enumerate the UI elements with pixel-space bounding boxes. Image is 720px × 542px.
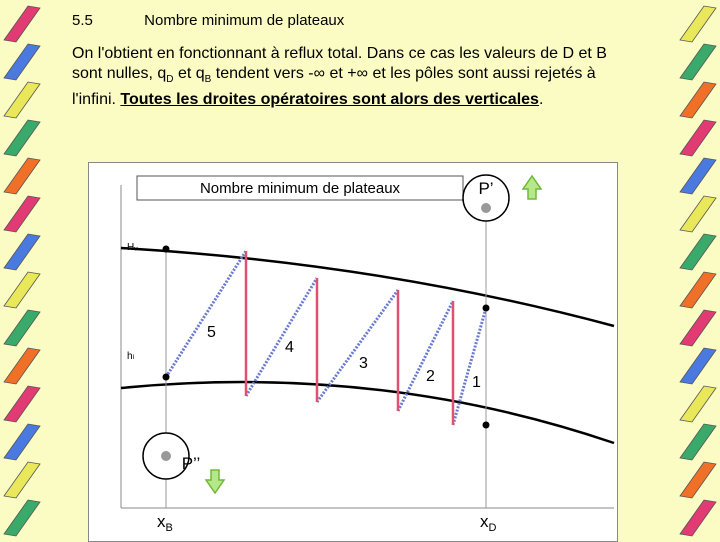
liquid-enthalpy-curve	[121, 382, 614, 443]
pole-top-label: P’	[478, 179, 494, 198]
section-title: Nombre minimum de plateaux	[144, 12, 345, 29]
operating-lines	[246, 251, 453, 425]
stage-label-1: 1	[472, 374, 481, 391]
paragraph-line-3: l'infini.	[72, 91, 121, 109]
decorative-stripe	[680, 196, 716, 232]
decorative-stripe	[680, 272, 716, 308]
point-hl-xb	[163, 374, 170, 381]
decorative-stripe	[680, 424, 716, 460]
paragraph-seg-b: et q	[173, 65, 205, 82]
decorative-stripe	[4, 196, 40, 232]
sub-b: B	[204, 74, 212, 86]
decorative-stripe	[680, 44, 716, 80]
infinity-symbol-2: ∞	[356, 65, 368, 82]
arrow-down-icon	[206, 470, 224, 493]
stage-label-4: 4	[285, 339, 294, 356]
tie-line-2	[398, 301, 453, 411]
point-hv-xb	[163, 246, 170, 253]
decorative-stripe	[4, 158, 40, 194]
decorative-stripe	[680, 500, 716, 536]
decorative-stripe	[680, 386, 716, 422]
infinity-symbol-1: ∞	[313, 65, 326, 82]
hv-label: Hᵥ	[127, 242, 138, 253]
stage-label-3: 3	[359, 355, 368, 372]
decorative-stripe	[680, 120, 716, 156]
hl-label: hₗ	[127, 351, 135, 362]
tie-line-5	[166, 251, 246, 377]
decorative-stripe	[4, 44, 40, 80]
tie-line-4	[246, 278, 317, 396]
decorative-stripe	[4, 272, 40, 308]
paragraph-end: .	[538, 91, 544, 109]
decorative-stripe	[680, 82, 716, 118]
x-axis-label-xb: $x_B$	[157, 512, 173, 534]
decorative-stripe	[680, 462, 716, 498]
pole-bottom-label: P’’	[181, 454, 201, 473]
decorative-stripe	[4, 348, 40, 384]
decorative-stripe	[4, 310, 40, 346]
point-hv-xd	[483, 305, 490, 312]
pole-top-point	[481, 203, 491, 213]
decorative-stripe-left	[0, 0, 44, 540]
arrow-up-icon	[523, 176, 541, 199]
point-hl-xd	[483, 422, 490, 429]
decorative-stripe	[680, 6, 716, 42]
decorative-stripe	[4, 500, 40, 536]
decorative-stripe	[4, 82, 40, 118]
paragraph-seg-c: tendent vers -	[211, 65, 314, 82]
decorative-stripe	[680, 310, 716, 346]
paragraph-line-1: On l'obtient en fonctionnant à reflux total. Dans ce cas les valeurs de D et B	[72, 45, 607, 62]
diagram-panel	[88, 162, 618, 542]
diagram-title: Nombre minimum de plateaux	[199, 180, 401, 197]
decorative-stripe	[4, 6, 40, 42]
paragraph-seg-a: sont nulles, q	[72, 65, 167, 82]
section-header	[72, 12, 344, 29]
decorative-stripe	[4, 386, 40, 422]
pole-bottom-point	[161, 451, 171, 461]
decorative-stripe	[4, 424, 40, 460]
stage-label-2: 2	[426, 368, 435, 385]
paragraph-seg-d: et +	[325, 65, 357, 82]
decorative-stripe	[680, 348, 716, 384]
decorative-stripe-right	[676, 0, 720, 540]
decorative-stripe	[680, 158, 716, 194]
sub-d: D	[166, 74, 174, 86]
section-number: 5.5	[72, 12, 93, 29]
paragraph-underlined: Toutes les droites opératoires sont alors des verticales	[120, 91, 539, 109]
decorative-stripe	[680, 234, 716, 270]
paragraph-seg-e: et les pôles sont aussi rejetés à	[368, 65, 596, 82]
ponchon-diagram	[89, 163, 617, 541]
x-axis-label-xd: $x_D$	[480, 512, 497, 534]
decorative-stripe	[4, 234, 40, 270]
body-paragraph	[72, 44, 678, 110]
vapor-enthalpy-curve	[121, 248, 614, 326]
decorative-stripe	[4, 120, 40, 156]
stage-label-5: 5	[207, 324, 216, 341]
decorative-stripe	[4, 462, 40, 498]
